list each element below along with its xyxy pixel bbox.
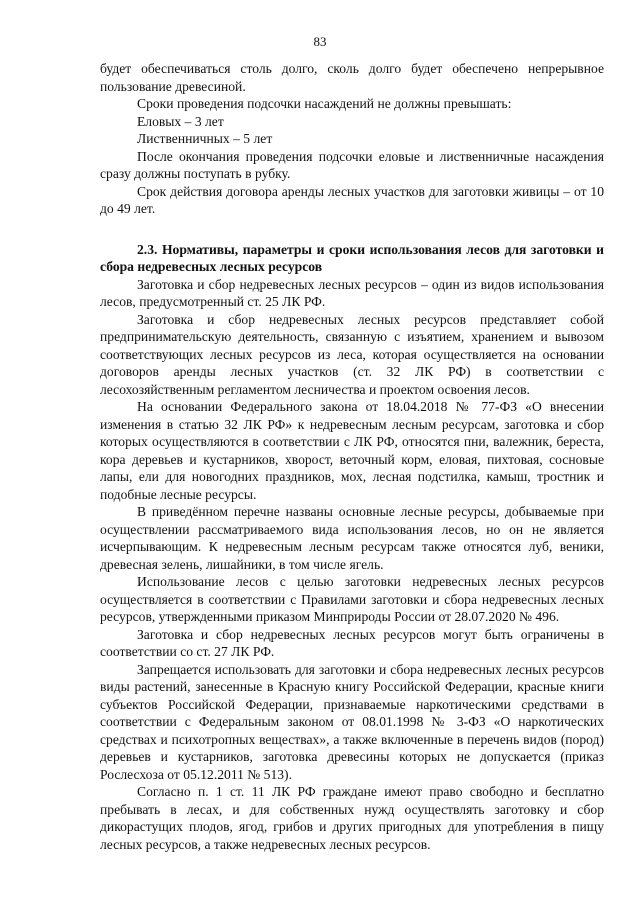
section-heading: 2.3. Нормативы, параметры и сроки использования лесов для заготовки и сбора недревесных лесных ресурсов bbox=[100, 241, 604, 274]
paragraph: Заготовка и сбор недревесных лесных ресурсов могут быть ограничены в соответствии со ст. 27 ЛК РФ. bbox=[100, 626, 604, 659]
paragraph: Заготовка и сбор недревесных лесных ресурсов представляет собой предпринимательскую деятельность, связанную с изъятием, хранением и вывозом соответствующих лесных ресурсов из леса, которая осуществляется на основании договоров аренды лесных участков (ст. 32 ЛК РФ) в соответствии с лесохозяйственным регламентом лесничества и проектом освоения лесов. bbox=[100, 311, 604, 397]
paragraph-lease-term: Срок действия договора аренды лесных участков для заготовки живицы – от 10 до 49 лет. bbox=[100, 183, 604, 216]
document-body bbox=[100, 60, 604, 853]
paragraph: Использование лесов с целью заготовки недревесных лесных ресурсов осуществляется в соответствии с Правилами заготовки и сбора недревесных лесных ресурсов, утвержденными приказом Минприроды России от 28.07.2020 № 496. bbox=[100, 574, 604, 624]
paragraph-tapping-terms: Сроки проведения подсочки насаждений не должны превышать: bbox=[137, 96, 512, 111]
paragraph-after-tapping: После окончания проведения подсочки еловые и лиственничные насаждения сразу должны поступать в рубку. bbox=[100, 148, 604, 181]
page-number: 83 bbox=[313, 34, 327, 49]
list-item-spruce: Еловых – 3 лет bbox=[137, 113, 224, 129]
paragraph: Запрещается использовать для заготовки и сбора недревесных лесных ресурсов виды растений, занесенные в Красную книгу Российской Федерации, красные книги субъектов Российской Федерации, признаваемые наркотическими средствами в соответствии с Федеральным законом от 08.01.1998 № 3-ФЗ «О наркотических средствах и психотропных веществах», а также включенные в перечень видов (пород) деревьев и кустарников, заготовка древесины которых не допускается (приказ Рослесхоза от 05.12.2011 № 513). bbox=[100, 661, 604, 782]
list-item-larch: Лиственничных – 5 лет bbox=[137, 131, 273, 146]
paragraph: Согласно п. 1 ст. 11 ЛК РФ граждане имеют право свободно и бесплатно пребывать в лесах, и для собственных нужд осуществлять заготовку и сбор дикорастущих плодов, ягод, грибов и других пригодных для употребления в пищу лесных ресурсов, а также недревесных лесных ресурсов. bbox=[100, 784, 604, 852]
paragraph: Заготовка и сбор недревесных лесных ресурсов – один из видов использования лесов, предусмотренный ст. 25 ЛК РФ. bbox=[100, 276, 604, 309]
paragraph-continuation: будет обеспечиваться столь долго, сколь долго будет обеспечено непрерывное пользование древесиной. bbox=[100, 61, 604, 94]
paragraph: В приведённом перечне названы основные лесные ресурсы, добываемые при осуществлении рассматриваемого вида использования лесов, но он не является исчерпывающим. К недревесным лесным ресурсам также относятся луб, веники, древесная зелень, лишайники, в том числе ягель. bbox=[100, 504, 604, 572]
paragraph: На основании Федерального закона от 18.04.2018 № 77-ФЗ «О внесении изменения в статью 32 ЛК РФ» к недревесным лесным ресурсам, заготовка и сбор которых осуществляются в соответствии с ЛК РФ, относятся пни, валежник, береста, кора деревьев и кустарников, хворост, веточный корм, еловая, пихтовая, сосновые лапы, ели для новогодних праздников, мох, лесная подстилка, камыш, тростник и подобные лесные ресурсы. bbox=[100, 399, 604, 502]
